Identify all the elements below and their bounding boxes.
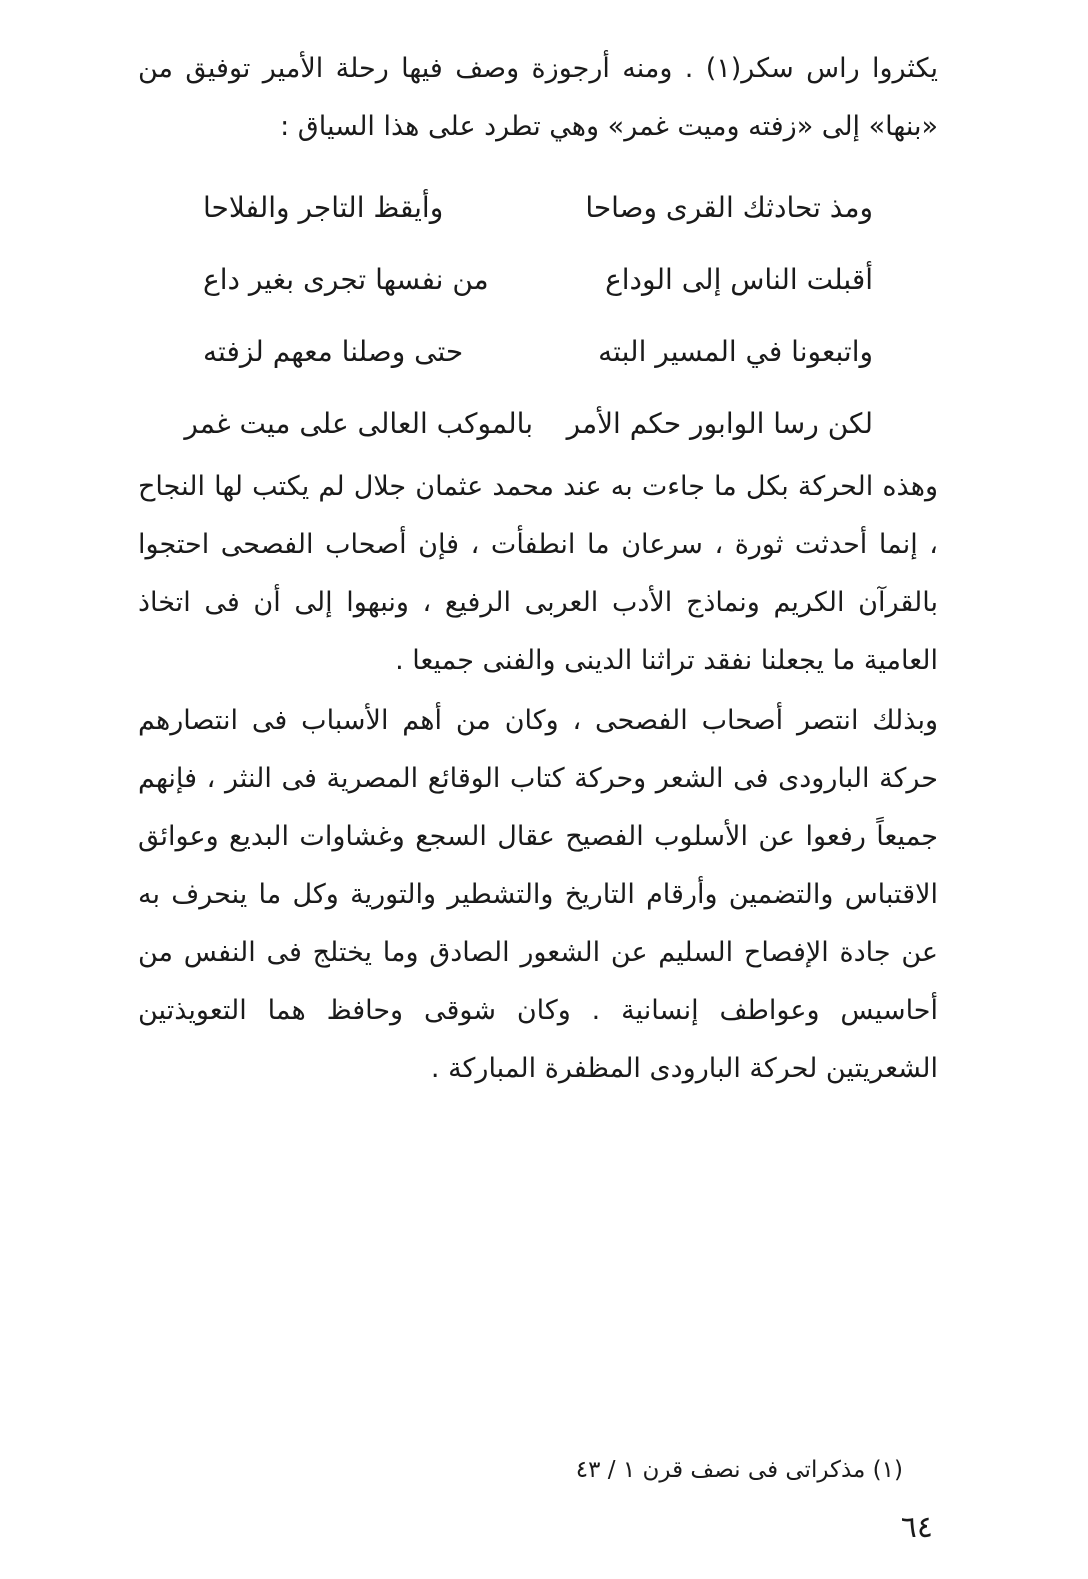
verse-line: [203, 322, 873, 394]
verse-second-hemistich: من نفسها تجرى بغير داع: [203, 263, 489, 296]
verse-first-hemistich: أقبلت الناس إلى الوداع: [605, 263, 873, 296]
verse-first-hemistich: واتبعونا في المسير البته: [598, 335, 873, 368]
footnote: (١) مذكراتى فى نصف قرن ١ / ٤٣: [575, 1457, 903, 1483]
verse-line: [203, 178, 873, 250]
poem-verses: [184, 178, 873, 466]
verse-first-hemistich: ومذ تحادثك القرى وصاحا: [585, 191, 873, 224]
body-paragraph: وهذه الحركة بكل ما جاءت به عند محمد عثمان جلال لم يكتب لها النجاح ، إنما أحدثت ثورة ، سرعان ما انطفأت ، فإن أصحاب الفصحى احتجوا بالقرآن الكريم ونماذج الأدب العربى الرفيع ، ونبهوا إلى أن فى اتخاذ العامية ما يجعلنا نفقد تراثنا الدينى والفنى جميعا .: [138, 471, 938, 676]
verse-line: [184, 394, 873, 466]
verse-line: [203, 250, 873, 322]
intro-paragraph: يكثروا راس سكر(١) . ومنه أرجوزة وصف فيها رحلة الأمير توفيق من «بنها» إلى «زفته وميت غمر» وهي تطرد على هذا السياق :: [138, 53, 938, 142]
verse-first-hemistich: لكن رسا الوابور حكم الأمر: [566, 407, 873, 440]
verse-second-hemistich: بالموكب العالى على ميت غمر: [184, 407, 533, 440]
verse-second-hemistich: وأيقظ التاجر والفلاحا: [203, 191, 444, 224]
body-paragraph: وبذلك انتصر أصحاب الفصحى ، وكان من أهم الأسباب فى انتصارهم حركة البارودى فى الشعر وحركة كتاب الوقائع المصرية فى النثر ، فإنهم جميعاً رفعوا عن الأسلوب الفصيح عقال السجع وغشاوات البديع وعوائق الاقتباس والتضمين وأرقام التاريخ والتشطير والتورية وكل ما ينحرف به عن جادة الإفصاح السليم عن الشعور الصادق وما يختلج فى النفس من أحاسيس وعواطف إنسانية . وكان شوقى وحافظ هما التعويذتين الشعريتين لحركة البارودى المظفرة المباركة .: [138, 705, 938, 1084]
verse-second-hemistich: حتى وصلنا معهم لزفته: [203, 335, 464, 368]
page-number: ٦٤: [900, 1510, 933, 1545]
